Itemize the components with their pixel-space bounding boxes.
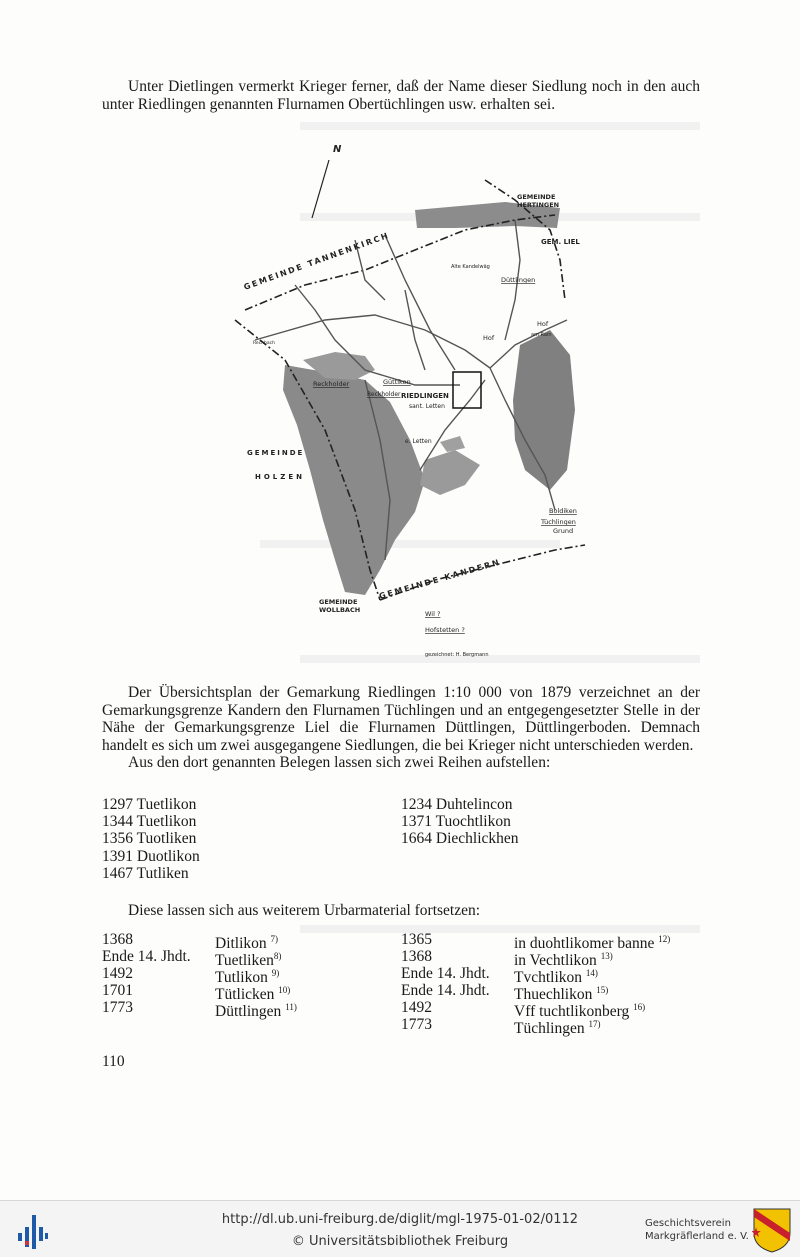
label-tuechlingen: Tüchlingen <box>541 518 576 526</box>
road <box>385 235 455 370</box>
list-item: 1234 Duhtelincon <box>401 796 513 813</box>
list-item: in duohtlikomer banne $^{12)}$ <box>514 934 671 953</box>
page-number: 110 <box>102 1053 125 1070</box>
label-gemeinde-holzen: GEMEINDE <box>247 449 305 457</box>
label-wollbach: WOLLBACH <box>319 606 361 614</box>
label-gemeinde-tannenkirch: GEMEINDE TANNENKIRCH <box>242 230 391 292</box>
paragraph-text: Diese lassen sich aus weiterem Urbarmaterial fortsetzen: <box>128 902 481 919</box>
list-item: 1344 Tuetlikon <box>102 813 197 830</box>
boundary-line <box>242 215 555 310</box>
list-item: 1297 Tuetlikon <box>102 796 197 813</box>
document-url[interactable]: http://dl.ub.uni-freiburg.de/diglit/mgl-1975-01-02/0112 <box>221 1212 579 1227</box>
label-am-rain: am Rain <box>531 332 552 338</box>
label-gemeinde-kandern: GEMEINDE KANDERN <box>378 557 502 601</box>
list-item: Tuetliken$^{8)}$ <box>215 951 282 970</box>
org-line-2: Markgräflerland e. V. <box>645 1231 749 1242</box>
paragraph-text: Aus den dort genannten Belegen lassen sich zwei Reihen aufstellen: <box>128 754 551 771</box>
intro-paragraph <box>102 78 700 113</box>
body-paragraph-2 <box>102 684 700 772</box>
label-hertingen: HERTINGEN <box>517 201 560 209</box>
label-boldiken: Boldiken <box>549 507 577 515</box>
road <box>255 315 490 368</box>
list-year: 1368 <box>102 931 133 948</box>
north-label: N <box>333 144 342 155</box>
coat-of-arms-icon <box>752 1207 792 1253</box>
label-hof-2: Hof <box>537 320 549 328</box>
list-year: 1773 <box>102 999 133 1016</box>
list-item: 1664 Diechlickhen <box>401 830 519 847</box>
label-hof: Hof <box>483 334 495 342</box>
list-year: 1773 <box>401 1016 432 1033</box>
copyright-text: © Universitätsbibliothek Freiburg <box>291 1234 509 1249</box>
label-hofstetten: Hofstetten ? <box>425 626 465 634</box>
list-item: in Vechtlikon $^{13)}$ <box>514 951 613 970</box>
label-wil: Wil ? <box>425 610 441 618</box>
paragraph-text: Der Übersichtsplan der Gemarkung Riedlingen 1:10 000 von 1879 verzeichnet an der Gemarkungsgrenze Kandern den Flurnamen Tüchlingen und an entgegengesetzter Stelle in der Nähe der Gemarkungsgrenze Liel die Flurnamen Düttlingen, Düttlingerboden. Demnach handelt es sich um zwei ausgegangene Siedlungen, die bei Krieger nicht unterschieden werden. <box>102 684 700 754</box>
label-e-letten: e. Letten <box>405 438 432 445</box>
forest-area-small <box>440 436 465 452</box>
list-year: 1492 <box>102 965 133 982</box>
list-item: 1356 Tuotliken <box>102 830 197 847</box>
list-item: Vff tuchtlikonberg $^{16)}$ <box>514 1002 646 1021</box>
label-reckholder: Reckholder <box>313 380 350 388</box>
list-item: Tütlicken $^{10)}$ <box>215 985 291 1004</box>
list-item: Thuechlikon $^{15)}$ <box>514 985 609 1004</box>
label-sant-letten: sant. Letten <box>409 403 445 410</box>
label-riedlingen: RIEDLINGEN <box>401 392 449 400</box>
list-year: 1492 <box>401 999 432 1016</box>
list-item: 1371 Tuochtlikon <box>401 813 511 830</box>
list-year: 1701 <box>102 982 133 999</box>
label-gemeinde-wollbach: GEMEINDE <box>319 598 358 606</box>
label-rechbach: Rechbach <box>253 341 275 346</box>
list-item: Tüchlingen $^{17)}$ <box>514 1019 601 1038</box>
road <box>405 290 425 370</box>
label-grund: Grund <box>553 527 574 535</box>
intro-text: Unter Dietlingen vermerkt Krieger ferner, daß der Name dieser Siedlung noch in den auch unter Riedlingen genannten Flurnamen Obertüchlingen usw. erhalten sei. <box>102 78 700 113</box>
label-duettlingen: Düttlingen <box>501 276 536 284</box>
label-gemeinde-hertingen: GEMEINDE <box>517 193 556 201</box>
viewer-footer <box>0 1200 800 1257</box>
list-year: Ende 14. Jhdt. <box>401 982 490 999</box>
list-year: 1365 <box>401 931 432 948</box>
list-item: 1391 Duotlikon <box>102 848 200 865</box>
organization-name <box>645 1217 749 1243</box>
list-item: Tvchtlikon $^{14)}$ <box>514 968 598 987</box>
label-gem-liel: GEM. LIEL <box>541 238 580 246</box>
map-figure <box>215 140 595 670</box>
list-item: Ditlikon $^{7)}$ <box>215 934 279 953</box>
label-holzen: HOLZEN <box>255 473 305 481</box>
list-item: Tutlikon $^{9)}$ <box>215 968 280 987</box>
forest-area-east <box>513 330 575 490</box>
list-year: Ende 14. Jhdt. <box>401 965 490 982</box>
list-item: Düttlingen $^{11)}$ <box>215 1002 297 1021</box>
label-reckholder-2: Reckholder <box>367 391 401 398</box>
show-through <box>300 122 700 130</box>
label-guettikon: Güttikon <box>383 378 411 386</box>
label-alte-kandelweg: Alte Kandelwäg <box>451 264 490 270</box>
list-item: 1467 Tutliken <box>102 865 189 882</box>
org-line-1: Geschichtsverein <box>645 1218 731 1229</box>
list-year: 1368 <box>401 948 432 965</box>
list-year: Ende 14. Jhdt. <box>102 948 191 965</box>
map-credit: gezeichnet: H. Bergmann <box>425 652 489 658</box>
